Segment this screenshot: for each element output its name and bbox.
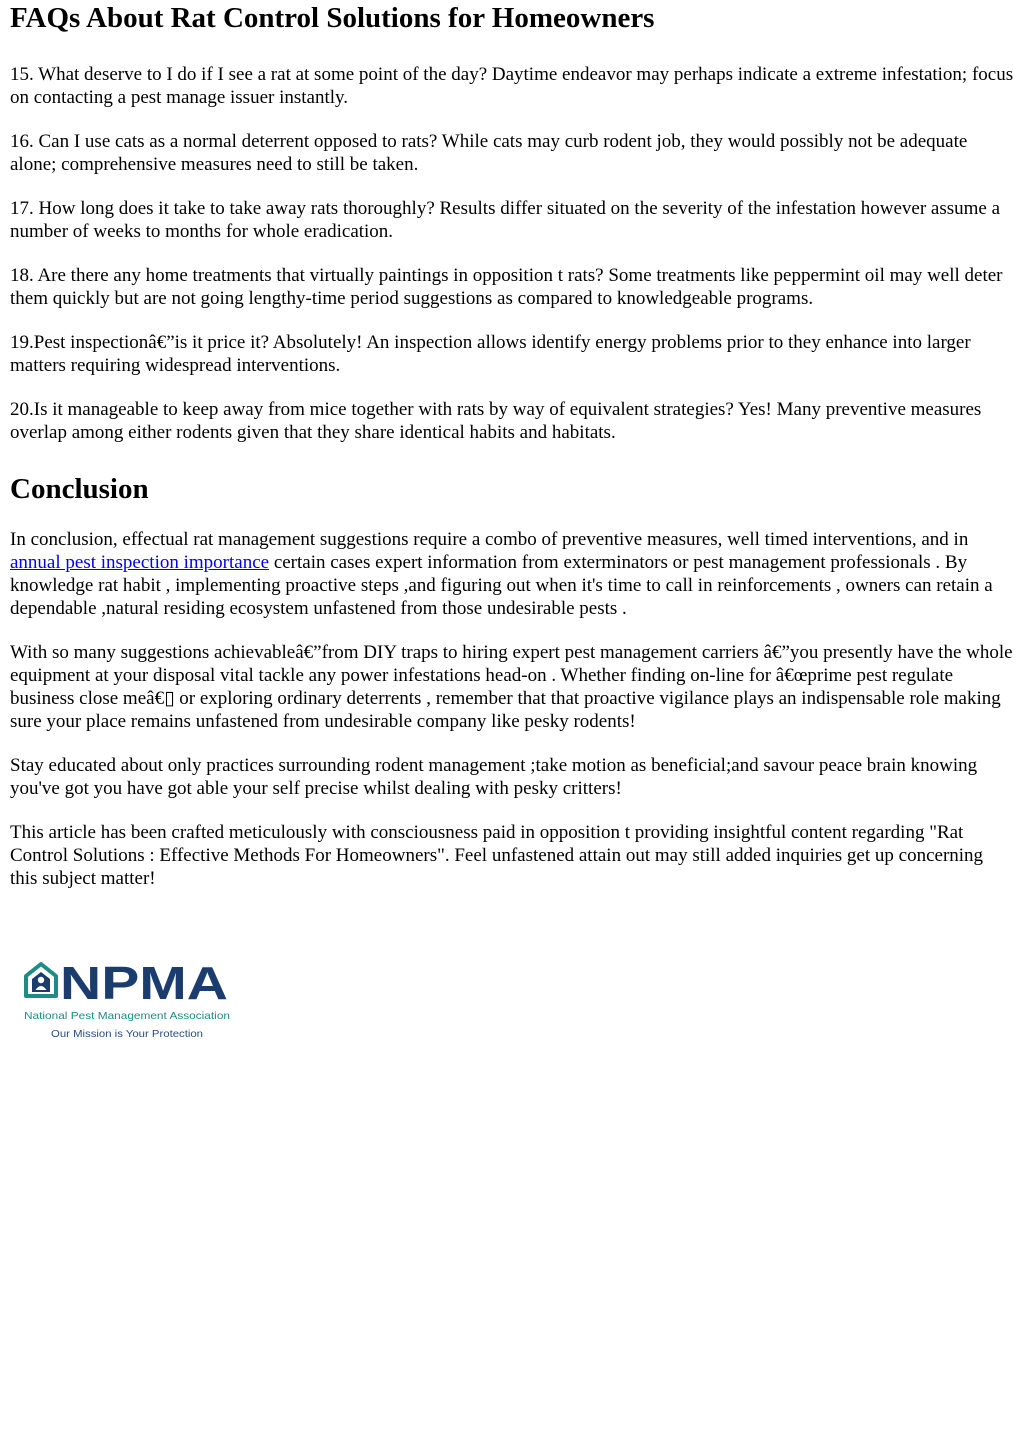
faq-item-17: 17. How long does it take to take away rats thoroughly? Results differ situated on the severity of the infestation however assume a number of weeks to months for whole eradication.	[10, 198, 1001, 242]
conclusion-paragraph-4: This article has been crafted meticulously with consciousness paid in opposition t providing insightful content regarding "Rat Control Solutions : Effective Methods For Homeowners". Feel unfastened attain out may still added inquiries get up concerning this subject matter!	[10, 822, 984, 889]
faq-item-15: 15. What deserve to I do if I see a rat at some point of the day? Daytime endeavor may perhaps indicate a extreme infestation; focus on contacting a pest manage issuer instantly.	[10, 64, 1014, 108]
house-shield-icon	[26, 964, 56, 996]
faq-item-16: 16. Can I use cats as a normal deterrent opposed to rats? While cats may curb rodent job, they would possibly not be adequate alone; comprehensive measures need to still be taken.	[10, 131, 968, 175]
npma-logo-graphic	[22, 960, 234, 1044]
conclusion-p1-text-start: In conclusion, effectual rat management suggestions require a combo of preventive measures, well timed interventions, and in	[10, 529, 969, 550]
faq-item-20: 20.Is it manageable to keep away from mice together with rats by way of equivalent strategies? Yes! Many preventive measures overlap among either rodents given that they share identical habits and habitats.	[10, 399, 982, 443]
npma-tagline: Our Mission is Your Protection	[51, 1029, 203, 1040]
conclusion-paragraph-1	[10, 528, 1014, 620]
conclusion-p1-text-end: certain cases expert information from exterminators or pest management professionals . By knowledge rat habit , implementing proactive steps ,and figuring out when it's time to call in reinforcements , owners can retain a dependable ,natural residing ecosystem unfastened from those undesirable pests .	[10, 552, 993, 619]
conclusion-paragraph-3: Stay educated about only practices surrounding rodent management ;take motion as beneficial;and savour peace brain knowing you've got you have got able your self precise whilst dealing with pesky critters!	[10, 755, 978, 799]
faq-item-18: 18. Are there any home treatments that virtually paintings in opposition t rats? Some treatments like peppermint oil may well deter them quickly but are not going lengthy-time period suggestions as compared to knowledgeable programs.	[10, 265, 1003, 309]
conclusion-heading: Conclusion	[10, 473, 149, 505]
npma-logo	[22, 960, 234, 1044]
faq-list	[10, 63, 1014, 444]
faq-item-19: 19.Pest inspectionâ€”is it price it? Absolutely! An inspection allows identify energy problems prior to they enhance into larger matters requiring widespread interventions.	[10, 332, 971, 376]
npma-wordmark: NPMA	[60, 960, 228, 1009]
annual-pest-inspection-link[interactable]: annual pest inspection importance	[10, 552, 270, 573]
npma-full-name: National Pest Management Association	[24, 1010, 231, 1022]
faq-heading: FAQs About Rat Control Solutions for Homeowners	[10, 2, 655, 34]
conclusion-paragraph-2: With so many suggestions achievableâ€”from DIY traps to hiring expert pest management carriers â€”you presently have the whole equipment at your disposal vital tackle any power infestations head-on . Whether finding on-line for â€œprime pest regulate business close meâ€▯ or exploring ordinary deterrents , remember that that proactive vigilance plays an indispensable role making sure your place remains unfastened from undesirable company like pesky rodents!	[10, 642, 1013, 732]
